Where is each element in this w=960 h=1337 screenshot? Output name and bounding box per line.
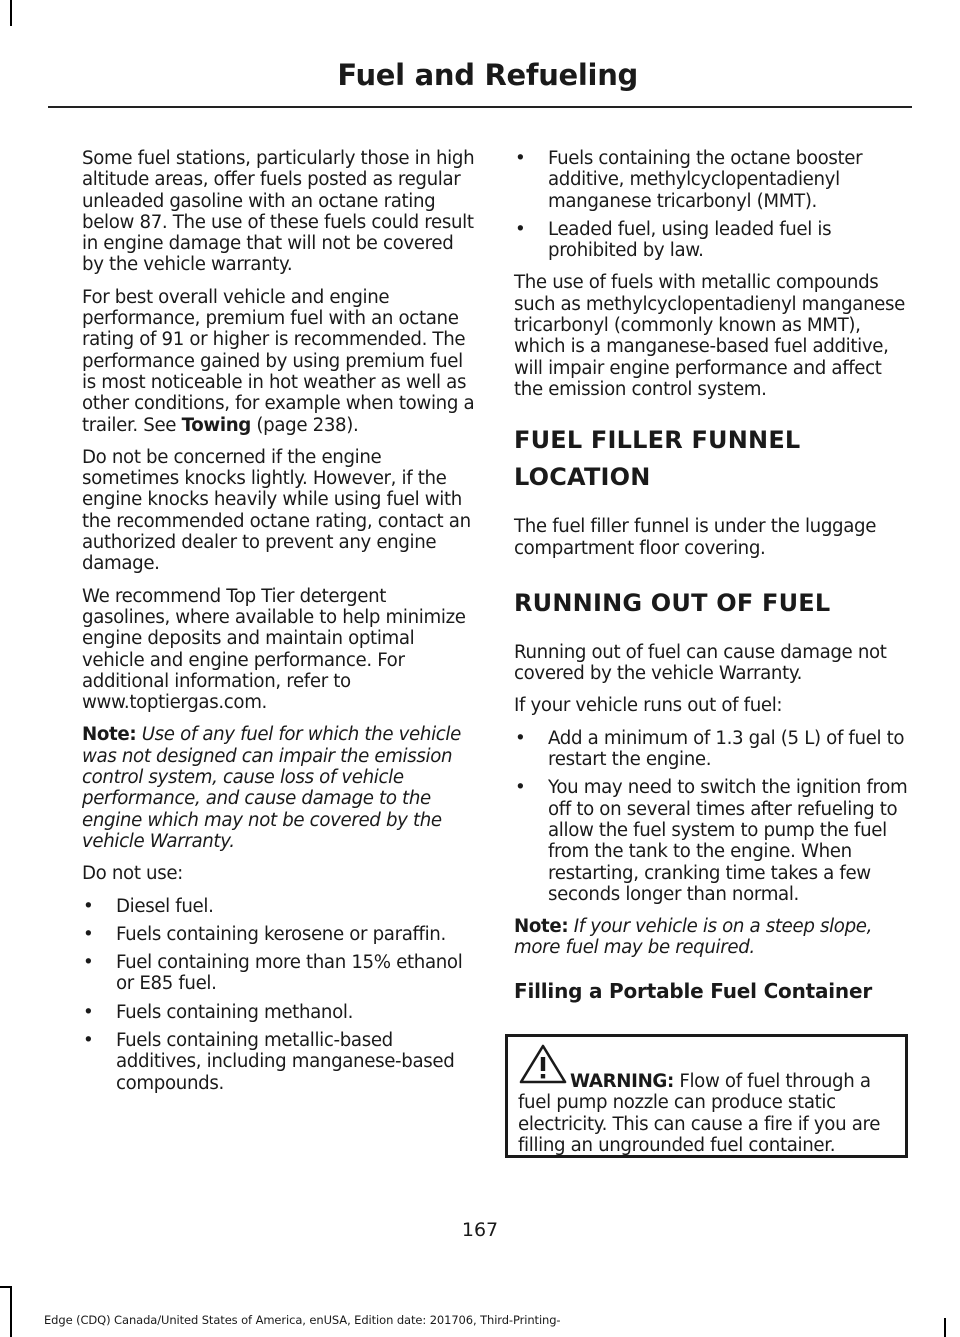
paragraph-if-runs-out: If your vehicle runs out of fuel:	[514, 695, 783, 717]
warning-label: WARNING:	[570, 1071, 674, 1092]
note-text: If your vehicle is on a steep slope, more fuel may be required.	[514, 916, 873, 959]
note-steep-slope	[514, 916, 912, 959]
warning-body: Flow of fuel through a fuel pump nozzle can produce static electricity. This can cause a fire if you are filling an ungrounded fuel container.	[518, 1071, 881, 1156]
section-heading-running-out-of-fuel: RUNNING OUT OF FUEL	[514, 588, 831, 617]
crop-mark	[10, 0, 12, 26]
paragraph-funnel-location: The fuel filler funnel is under the luggage compartment floor covering.	[514, 516, 877, 559]
paragraph-premium-fuel	[82, 287, 477, 436]
do-not-use-intro: Do not use:	[82, 863, 183, 885]
list-item: • Fuels containing the octane booster additive, methylcyclopentadienyl manganese tricarbonyl (MMT).	[514, 148, 912, 212]
note-label: Note:	[82, 724, 137, 746]
note-label: Note:	[514, 916, 569, 938]
left-column	[82, 148, 477, 1105]
crop-mark	[0, 1286, 12, 1288]
paragraph-metallic-compounds: The use of fuels with metallic compounds such as methylcyclopentadienyl manganese tricarbonyl (commonly known as MMT), which is a manganese-based fuel additive, will impair engine performance and affect the emission control system.	[514, 272, 905, 400]
page-reference: (page 238).	[250, 414, 359, 436]
list-item: • Fuels containing kerosene or paraffin.	[82, 924, 477, 945]
do-not-use-list	[82, 896, 477, 1094]
running-out-list	[514, 728, 912, 905]
footer-edition-info: Edge (CDQ) Canada/United States of America, enUSA, Edition date: 201706, Third-Printing-	[44, 1313, 561, 1327]
list-item: • You may need to switch the ignition from off to on several times after refueling to allow the fuel system to pump the fuel from the tank to the engine. When restarting, cranking time takes a few seconds longer than normal.	[514, 777, 912, 905]
paragraph-text: For best overall vehicle and engine performance, premium fuel with an octane rating of 91 or higher is recommended. The performance gained by using premium fuel is most noticeable in hot weather as well as other conditions, for example when towing a trailer. See	[82, 286, 475, 436]
page-number: 167	[461, 1219, 499, 1241]
list-item: • Add a minimum of 1.3 gal (5 L) of fuel to restart the engine.	[514, 728, 912, 771]
header-divider	[48, 106, 912, 108]
page-title: Fuel and Refueling	[337, 58, 638, 92]
crop-mark	[944, 1318, 946, 1337]
warning-text	[518, 1071, 904, 1156]
subheading-portable-fuel-container: Filling a Portable Fuel Container	[514, 978, 872, 1003]
list-item: • Fuel containing more than 15% ethanol or E85 fuel.	[82, 952, 477, 995]
paragraph-octane-below-87: Some fuel stations, particularly those in high altitude areas, offer fuels posted as regular unleaded gasoline with an octane rating below 87. The use of these fuels could result in engine damage that will not be covered by the vehicle warranty.	[82, 148, 475, 276]
list-item: • Leaded fuel, using leaded fuel is prohibited by law.	[514, 219, 912, 262]
paragraph-engine-knock: Do not be concerned if the engine sometimes knocks lightly. However, if the engine knocks heavily while using fuel with the recommended octane rating, contact an authorized dealer to prevent any engine damage.	[82, 446, 471, 575]
note-text: Use of any fuel for which the vehicle was not designed can impair the emission control system, cause loss of vehicle performance, and cause damage to the engine which may not be covered by the vehicle Warranty.	[82, 724, 461, 852]
do-not-use-list-continued	[514, 148, 912, 261]
list-item: • Fuels containing metallic-based additives, including manganese-based compounds.	[82, 1030, 477, 1094]
heading-line: FUEL FILLER FUNNEL	[514, 426, 801, 455]
section-heading-fuel-filler-funnel	[514, 426, 912, 492]
warning-box	[505, 1034, 908, 1158]
towing-link[interactable]: Towing	[181, 414, 251, 436]
right-column	[514, 148, 912, 1023]
crop-mark	[10, 1286, 12, 1337]
heading-line: LOCATION	[514, 463, 651, 492]
list-item: • Fuels containing methanol.	[82, 1002, 477, 1023]
note-fuel-design	[82, 724, 477, 852]
paragraph-top-tier: We recommend Top Tier detergent gasolines, where available to help minimize engine deposits and maintain optimal vehicle and engine performance. For additional information, refer to www.toptiergas.com.	[82, 585, 466, 714]
paragraph-running-out: Running out of fuel can cause damage not covered by the vehicle Warranty.	[514, 641, 887, 685]
list-item: • Diesel fuel.	[82, 896, 477, 917]
